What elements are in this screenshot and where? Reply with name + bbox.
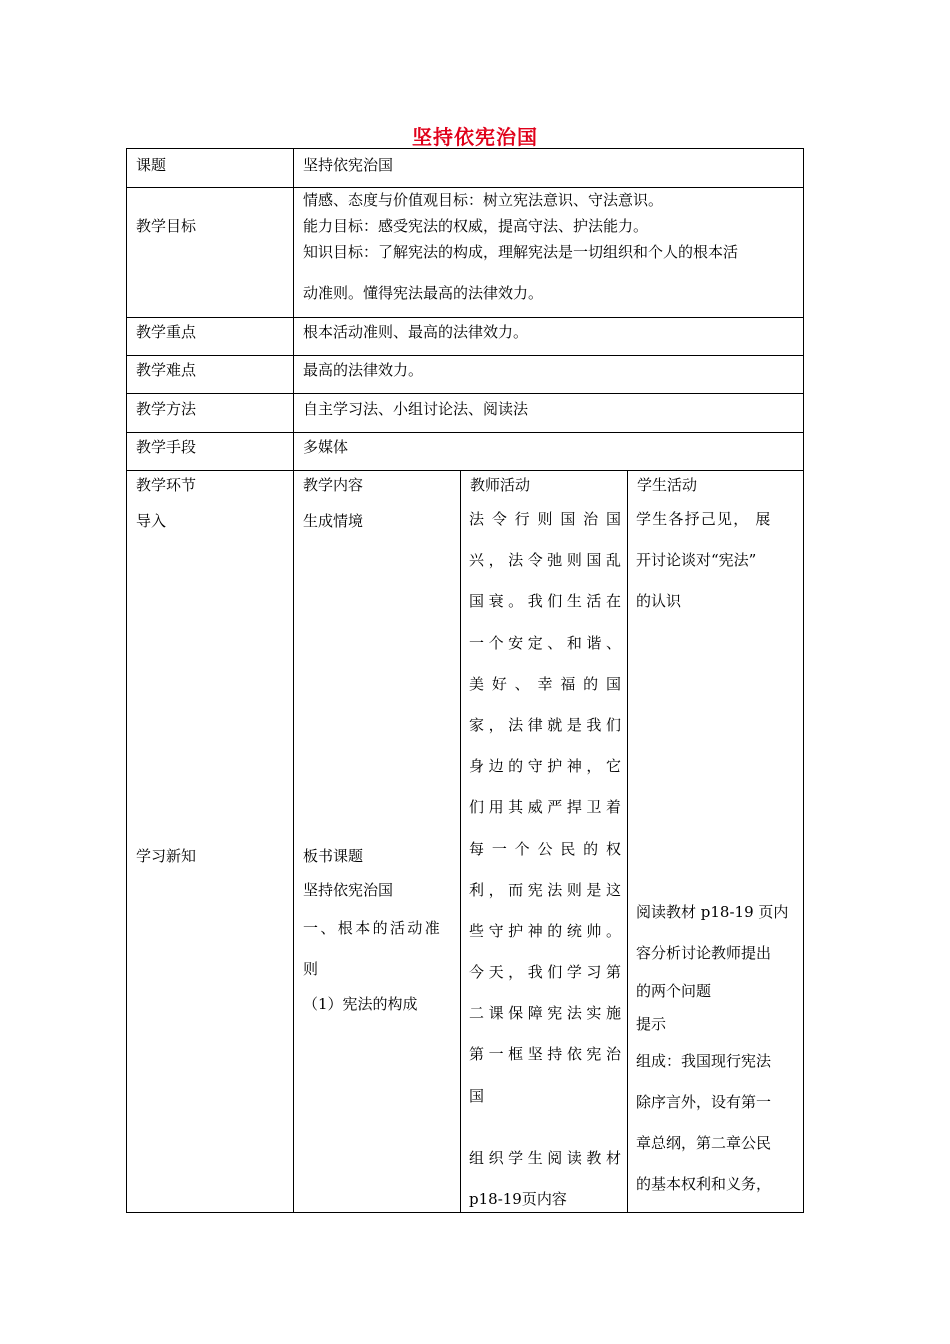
student-line: 章总纲，第二章公民 [636,1134,772,1152]
teacher-line: 第一框坚持依宪治 [469,1045,621,1064]
goals-label: 教学目标 [136,217,197,235]
student-line: 提示 [636,1015,667,1033]
process-stage-cell [126,470,294,1213]
teacher-line: 身边的守护神，它 [469,757,621,776]
topic-label: 课题 [136,156,167,174]
teacher-line: 国衰。我们生活在 [469,592,621,611]
difficulties-label: 教学难点 [136,361,197,379]
student-line: 学生各抒己见， 展 [636,510,772,528]
teacher-line: 法令行则国治国 [469,510,621,528]
teacher-line: 利，而宪法则是这 [469,880,621,899]
teacher-activity-2 [469,1138,621,1220]
difficulties-value: 最高的法律效力。 [303,361,424,379]
student-line: 容分析讨论教师提出 [636,944,772,962]
header-student: 学生活动 [637,476,698,494]
student-line: 组成：我国现行宪法 [636,1052,772,1070]
process-content-cell [293,470,461,1213]
content-line: （1）宪法的构成 [303,995,418,1013]
teacher-line: 组织学生阅读教材 [469,1149,621,1167]
teacher-line: 国 [469,1086,485,1105]
content-intro: 生成情境 [303,512,364,530]
student-activity-new [636,892,796,1205]
content-line: 一、根本的活动准 [303,919,443,937]
header-content: 教学内容 [303,476,364,494]
teacher-line: 一个安定、和谐、 [469,633,621,652]
student-line: 除序言外，设有第一 [636,1093,772,1111]
teacher-activity [469,499,621,1117]
student-activity-intro [636,499,796,623]
teacher-line: p18-19页内容 [469,1190,567,1209]
means-value: 多媒体 [303,438,349,456]
teacher-line: 二课保障宪法实施 [469,1004,621,1023]
teacher-line: 些守护神的统帅。 [469,921,621,940]
means-label: 教学手段 [136,438,197,456]
content-line: 坚持依宪治国 [303,881,394,899]
stage-intro: 导入 [136,512,167,530]
teacher-line: 们用其威严捍卫着 [469,798,621,817]
means-value-cell [293,432,804,471]
teacher-line: 家，法律就是我们 [469,715,621,734]
teacher-line: 今天，我们学习第 [469,963,621,982]
keypoints-value: 根本活动准则、最高的法律效力。 [303,323,529,341]
goal-line: 知识目标：了解宪法的构成，理解宪法是一切组织和个人的根本活 [303,243,739,261]
goal-line: 动准则。懂得宪法最高的法律效力。 [303,284,544,302]
keypoints-label: 教学重点 [136,323,197,341]
methods-label: 教学方法 [136,400,197,418]
student-line: 阅读教材 p18-19 页内 [636,903,789,921]
content-line: 则 [303,960,319,978]
teacher-line: 兴，法令弛则国乱 [469,551,621,570]
goal-line: 能力目标：感受宪法的权威，提高守法、护法能力。 [303,217,649,235]
teacher-line: 每一个公民的权 [469,839,621,858]
topic-value: 坚持依宪治国 [303,156,394,174]
goal-line: 情感、态度与价值观目标：树立宪法意识、守法意识。 [303,191,664,209]
goals-label-cell [126,187,294,318]
header-teacher: 教师活动 [470,476,531,494]
header-stage: 教学环节 [136,476,197,494]
student-line: 的两个问题 [636,982,712,1000]
teacher-line: 美好、幸福的国 [469,674,621,693]
methods-value: 自主学习法、小组讨论法、阅读法 [303,400,529,418]
page-title: 坚持依宪治国 [412,125,538,149]
content-line: 板书课题 [303,847,364,865]
student-line: 的认识 [636,592,682,611]
stage-new: 学习新知 [136,847,197,865]
student-line: 开讨论谈对“宪法” [636,551,757,570]
student-line: 的基本权利和义务， [636,1175,772,1193]
